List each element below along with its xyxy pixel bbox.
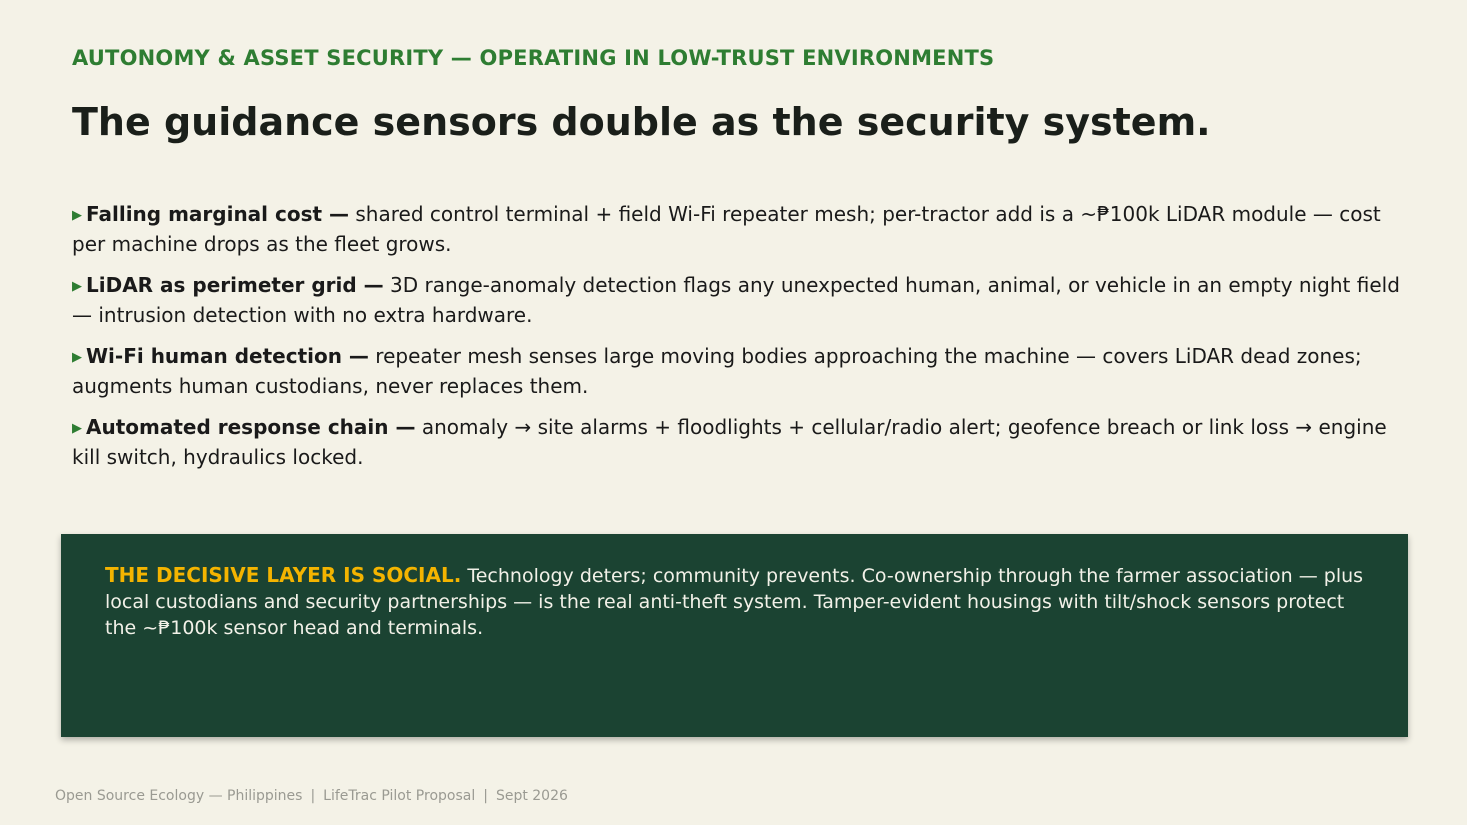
bullet-text: 3D range-anomaly detection flags any unexpected human, animal, or vehicle in an empty night field — intrusion detection with no extra hardware. — [72, 273, 1400, 327]
section-eyebrow: AUTONOMY & ASSET SECURITY — OPERATING IN LOW-TRUST ENVIRONMENTS — [72, 46, 995, 70]
bullet-lead: Automated response chain — — [86, 415, 416, 439]
bullet-response-chain — [72, 413, 1407, 472]
bullet-list — [72, 200, 1407, 484]
bullet-lead: LiDAR as perimeter grid — — [86, 273, 384, 297]
footer-separator: | — [483, 788, 488, 804]
bullet-text: repeater mesh senses large moving bodies approaching the machine — covers LiDAR dead zones; augments human custodians, never replaces them. — [72, 344, 1362, 398]
bullet-marker-icon: ▶ — [72, 208, 82, 223]
bullet-falling-marginal-cost — [72, 200, 1407, 259]
bullet-lead: Falling marginal cost — — [86, 202, 350, 226]
callout-box — [61, 534, 1408, 737]
bullet-marker-icon: ▶ — [72, 350, 82, 365]
callout-text: Technology deters; community prevents. Co-ownership through the farmer association — plus local custodians and security partnerships — is the real anti-theft system. Tamper-evident housings with tilt/shock sensors protect the ~₱100k sensor head and terminals. — [105, 565, 1364, 639]
footer-separator: | — [310, 788, 316, 804]
bullet-lidar-perimeter — [72, 271, 1407, 330]
footer-doc: LifeTrac Pilot Proposal — [323, 788, 476, 804]
footer-org: Open Source Ecology — Philippines — [55, 788, 303, 804]
bullet-wifi-detection — [72, 342, 1407, 401]
bullet-text: anomaly → site alarms + floodlights + cellular/radio alert; geofence breach or link loss → engine kill switch, hydraulics locked. — [72, 415, 1387, 469]
footer-date: Sept 2026 — [495, 788, 568, 804]
bullet-marker-icon: ▶ — [72, 421, 82, 436]
bullet-marker-icon: ▶ — [72, 279, 82, 294]
bullet-lead: Wi-Fi human detection — — [86, 344, 369, 368]
bullet-text: shared control terminal + field Wi-Fi repeater mesh; per-tractor add is a ~₱100k LiDAR module — cost per machine drops as the fleet grows. — [72, 202, 1381, 256]
callout-lead: THE DECISIVE LAYER IS SOCIAL. — [105, 563, 462, 587]
slide-title: The guidance sensors double as the security system. — [72, 100, 1211, 144]
footer — [55, 788, 568, 804]
